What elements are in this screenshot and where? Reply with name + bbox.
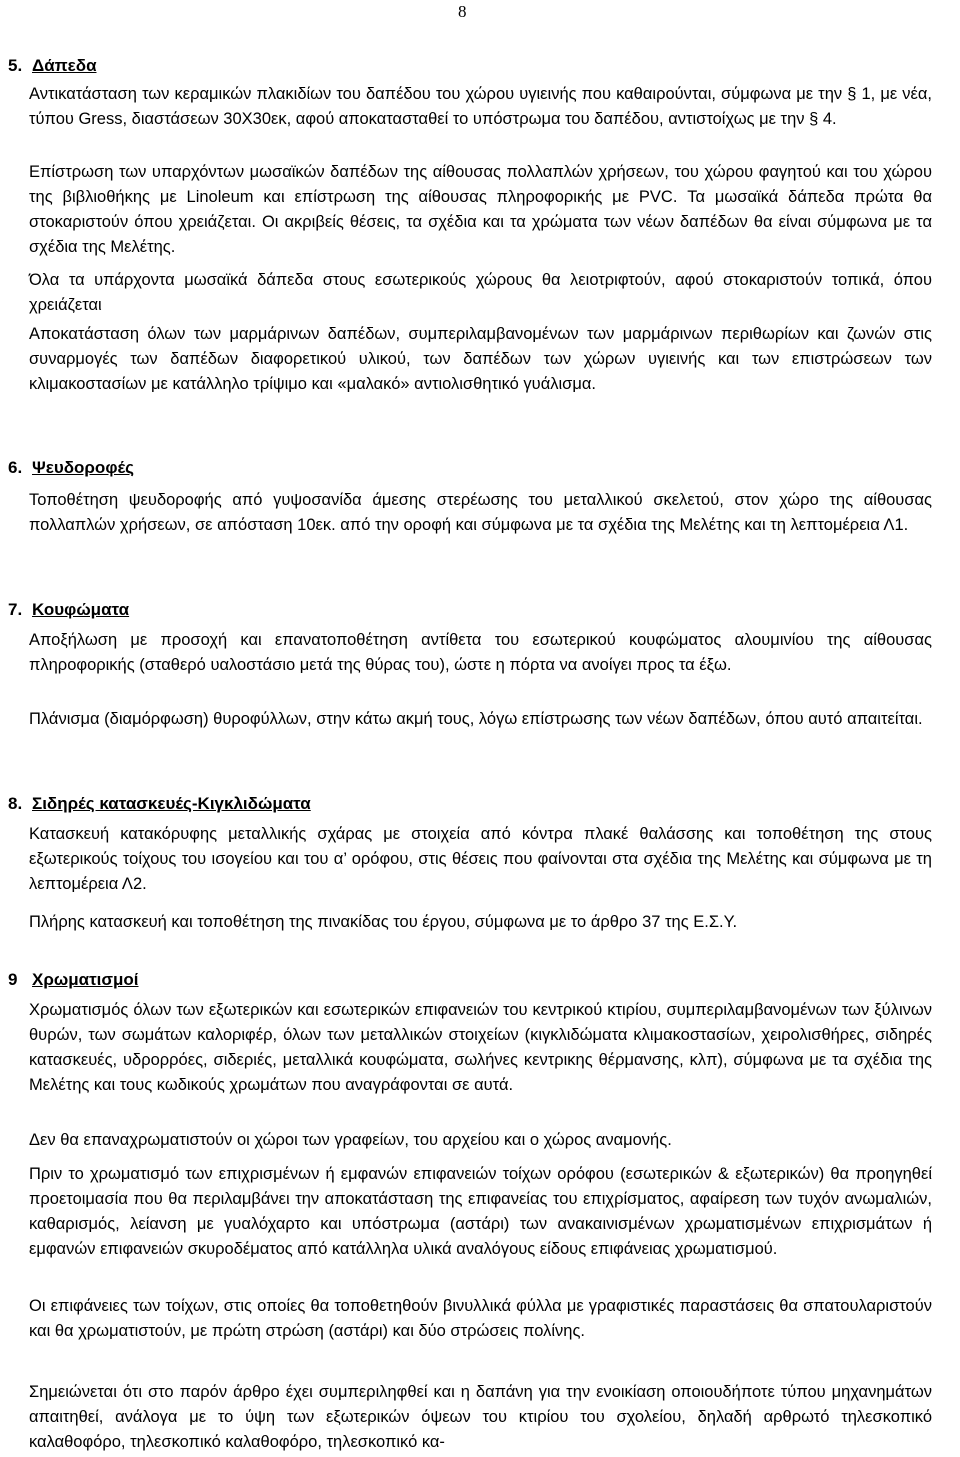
section-7-heading bbox=[8, 600, 129, 620]
section-number: 5. bbox=[8, 56, 23, 75]
paragraph: Αποξήλωση με προσοχή και επανατοποθέτηση αντίθετα του εσωτερικού κουφώματος αλουμινίου της αίθουσας πληροφορικής (σταθερό υαλοστάσιο μετά της θύρας του), ώστε η πόρτα να ανοίγει προς τα έξω. bbox=[29, 631, 932, 674]
section-number: 7. bbox=[8, 600, 23, 619]
section-number: 6. bbox=[8, 458, 23, 477]
paragraph: Όλα τα υπάρχοντα μωσαϊκά δάπεδα στους εσωτερικούς χώρους θα λειοτριφτούν, αφού στοκαριστούν τοπικά, όπου χρειάζεται bbox=[29, 271, 932, 314]
section-number: 8. bbox=[8, 794, 23, 813]
section-9-heading bbox=[8, 970, 139, 990]
paragraph: Οι επιφάνειες των τοίχων, στις οποίες θα τοποθετηθούν βινυλλικά φύλλα με γραφιστικές παραστάσεις θα σπατουλαριστούν και θα χρωματιστούν, με πρώτη στρώση (αστάρι) και δύο στρώσεις πολίνης. bbox=[29, 1297, 932, 1340]
paragraph: Αποκατάσταση όλων των μαρμάρινων δαπέδων, συμπεριλαμβανομένων των μαρμάρινων περιθωρίων και ζωνών στις συναρμογές των δαπέδων διαφορετικού υλικού, των δαπέδων των χώρων υγιεινής και των επιστρώσεων των κλιμακοστασίων με κατάλληλο τρίψιμο και «μαλακό» αντιολισθητικό γυάλισμα. bbox=[29, 325, 932, 393]
paragraph: Σημειώνεται ότι στο παρόν άρθρο έχει συμπεριληφθεί και η δαπάνη για την ενοικίαση οποιουδήποτε τύπου μηχανημάτων απαιτηθεί, ανάλογα με το ύψη των εξωτερικών όψεων του κτιρίου του σχολείου, δηλαδή αρθρωτό τηλεσκοπικό καλαθοφόρο, τηλεσκοπικό καλαθοφόρο, τηλεσκοπικό κα- bbox=[29, 1383, 932, 1451]
section-5-heading bbox=[8, 56, 97, 76]
paragraph: Πλήρης κατασκευή και τοποθέτηση της πινακίδας του έργου, σύμφωνα με το άρθρο 37 της Ε.Σ.Υ. bbox=[29, 913, 738, 931]
paragraph: Επίστρωση των υπαρχόντων μωσαϊκών δαπέδων της αίθουσας πολλαπλών χρήσεων, του χώρου φαγητού και του χώρου της βιβλιοθήκης με Linoleum και επίστρωση της αίθουσας πληροφορικής με PVC. Τα μωσαϊκά δάπεδα πρώτα θα στοκαριστούν όπου χρειάζεται. Οι ακριβείς θέσεις, τα σχέδια και τα χρώματα των νέων δαπέδων θα είναι σύμφωνα με τα σχέδια της Μελέτης. bbox=[29, 163, 932, 256]
section-title: Δάπεδα bbox=[32, 56, 97, 75]
paragraph: Πλάνισμα (διαμόρφωση) θυροφύλλων, στην κάτω ακμή τους, λόγω επίστρωσης των νέων δαπέδων, όπου αυτό απαιτείται. bbox=[29, 710, 923, 728]
paragraph: Δεν θα επαναχρωματιστούν οι χώροι των γραφείων, του αρχείου και ο χώρος αναμονής. bbox=[29, 1131, 672, 1149]
section-title: Ψευδοροφές bbox=[32, 458, 134, 477]
section-number: 9 bbox=[8, 970, 18, 989]
paragraph: Πριν το χρωματισμό των επιχρισμένων ή εμφανών επιφανειών τοίχων ορόφου (εσωτερικών & εξωτερικών) θα προηγηθεί προετοιμασία που θα περιλαμβάνει την αποκατάσταση της επιφανείας του επιχρίσματος, αφαίρεση των τυχόν ανωμαλιών, καθαρισμός, λείανση με γυαλόχαρτο και υπόστρωμα (αστάρι) των ανακαινισμένων χρωματισμένων επιχρισμάτων ή εμφανών επιφανειών σκυροδέματος από κατάλληλα υλικά αναλόγους είδους επιφάνειας χρωματισμού. bbox=[29, 1165, 932, 1258]
paragraph: Χρωματισμός όλων των εξωτερικών και εσωτερικών επιφανειών του κεντρικού κτιρίου, συμπεριλαμβανομένων των ξύλινων θυρών, των σωμάτων καλοριφέρ, όλων των μεταλλικών στοιχείων (κιγκλιδώματα κλιμακοστασίων, χειρολισθήρες, σιδηρές κατασκευές, υδρορρόες, σιδεριές, μεταλλικά κουφώματα, σωλήνες κεντρικης θέρμανσης, κλπ), σύμφωνα με τα σχέδια της Μελέτης και τους κωδικούς χρωμάτων που αναγράφονται σε αυτά. bbox=[29, 1001, 932, 1094]
section-title: Χρωματισμοί bbox=[32, 970, 139, 989]
paragraph: Κατασκευή κατακόρυφης μεταλλικής σχάρας με στοιχεία από κόντρα πλακέ θαλάσσης και τοποθέτηση της στους εξωτερικούς τοίχους του ισογείου και του α’ ορόφου, στις θέσεις που φαίνονται στα σχέδια της Μελέτης και σύμφωνα με τη λεπτομέρεια Λ2. bbox=[29, 825, 932, 893]
page-number: 8 bbox=[458, 2, 467, 21]
section-8-heading bbox=[8, 794, 311, 814]
paragraph: Αντικατάσταση των κεραμικών πλακιδίων του δαπέδου του χώρου υγιεινής που καθαιρούνται, σύμφωνα με την § 1, με νέα, τύπου Gress, διαστάσεων 30Χ30εκ, αφού αποκατασταθεί το υπόστρωμα του δαπέδου, αντιστοίχως με την § 4. bbox=[29, 85, 932, 128]
section-title: Σιδηρές κατασκευές-Κιγκλιδώματα bbox=[32, 794, 311, 813]
section-title: Κουφώματα bbox=[32, 600, 130, 619]
section-6-heading bbox=[8, 458, 134, 478]
paragraph: Τοποθέτηση ψευδοροφής από γυψοσανίδα άμεσης στερέωσης του μεταλλικού σκελετού, στον χώρο της αίθουσας πολλαπλών χρήσεων, σε απόσταση 10εκ. από την οροφή και σύμφωνα με τα σχέδια της Μελέτης και τη λεπτομέρεια Λ1. bbox=[29, 491, 932, 534]
